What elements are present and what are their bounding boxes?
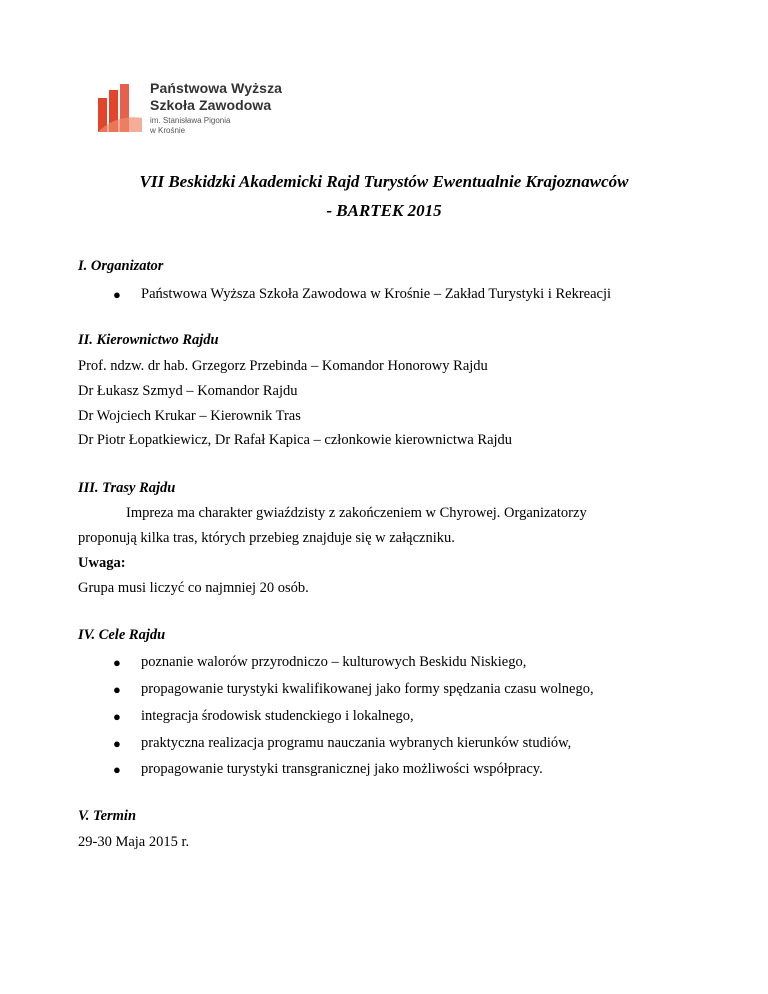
logo-text [150,80,282,136]
section-heading-management: II. Kierownictwo Rajdu [78,332,219,348]
logo-line-4: w Krośnie [150,126,186,135]
document-title-line-1: VII Beskidzki Akademicki Rajd Turystów Ewentualnie Krajoznawców [139,172,629,191]
section-heading-organizer: I. Organizator [78,258,164,274]
section-heading-routes: III. Trasy Rajdu [78,480,176,496]
routes-note-text: Grupa musi liczyć co najmniej 20 osób. [78,580,309,596]
list-item-text: integracja środowisk studenckiego i lokalnego, [141,708,414,724]
management-line: Dr Łukasz Szmyd – Komandor Rajdu [78,383,298,399]
list-item-text: propagowanie turystyki kwalifikowanej jako formy spędzania czasu wolnego, [141,681,594,697]
bullet-icon: ● [113,682,121,697]
date-text: 29-30 Maja 2015 r. [78,834,190,850]
school-logo [96,80,336,140]
bullet-icon: ● [113,762,121,777]
logo-line-3: im. Stanisława Pigonia [150,116,231,125]
section-heading-date: V. Termin [78,808,137,824]
logo-line-1: Państwowa Wyższa [150,80,283,96]
management-line: Dr Wojciech Krukar – Kierownik Tras [78,408,301,424]
list-item-text: propagowanie turystyki transgranicznej jako możliwości współpracy. [141,761,543,777]
routes-paragraph-line-1: Impreza ma charakter gwiaździsty z zakończeniem w Chyrowej. Organizatorzy [126,505,587,521]
routes-note-label: Uwaga: [78,555,126,571]
list-item-text: poznanie walorów przyrodniczo – kulturowych Beskidu Niskiego, [141,654,527,670]
bullet-icon: ● [113,709,121,724]
logo-line-2: Szkoła Zawodowa [150,97,272,113]
document-title-line-2: - BARTEK 2015 [326,201,442,220]
bullet-icon: ● [113,736,121,751]
bullet-icon: ● [113,655,121,670]
list-item-text: praktyczna realizacja programu nauczania wybranych kierunków studiów, [141,735,572,751]
list-item-text: Państwowa Wyższa Szkoła Zawodowa w Krośnie – Zakład Turystyki i Rekreacji [141,286,612,302]
routes-paragraph-line-2: proponują kilka tras, których przebieg znajduje się w załączniku. [78,530,455,546]
management-line: Prof. ndzw. dr hab. Grzegorz Przebinda – Komandor Honorowy Rajdu [78,358,488,374]
section-heading-goals: IV. Cele Rajdu [78,627,166,643]
bullet-icon: ● [113,287,121,302]
management-line: Dr Piotr Łopatkiewicz, Dr Rafał Kapica – członkowie kierownictwa Rajdu [78,432,513,448]
logo-mark-icon [96,84,144,134]
